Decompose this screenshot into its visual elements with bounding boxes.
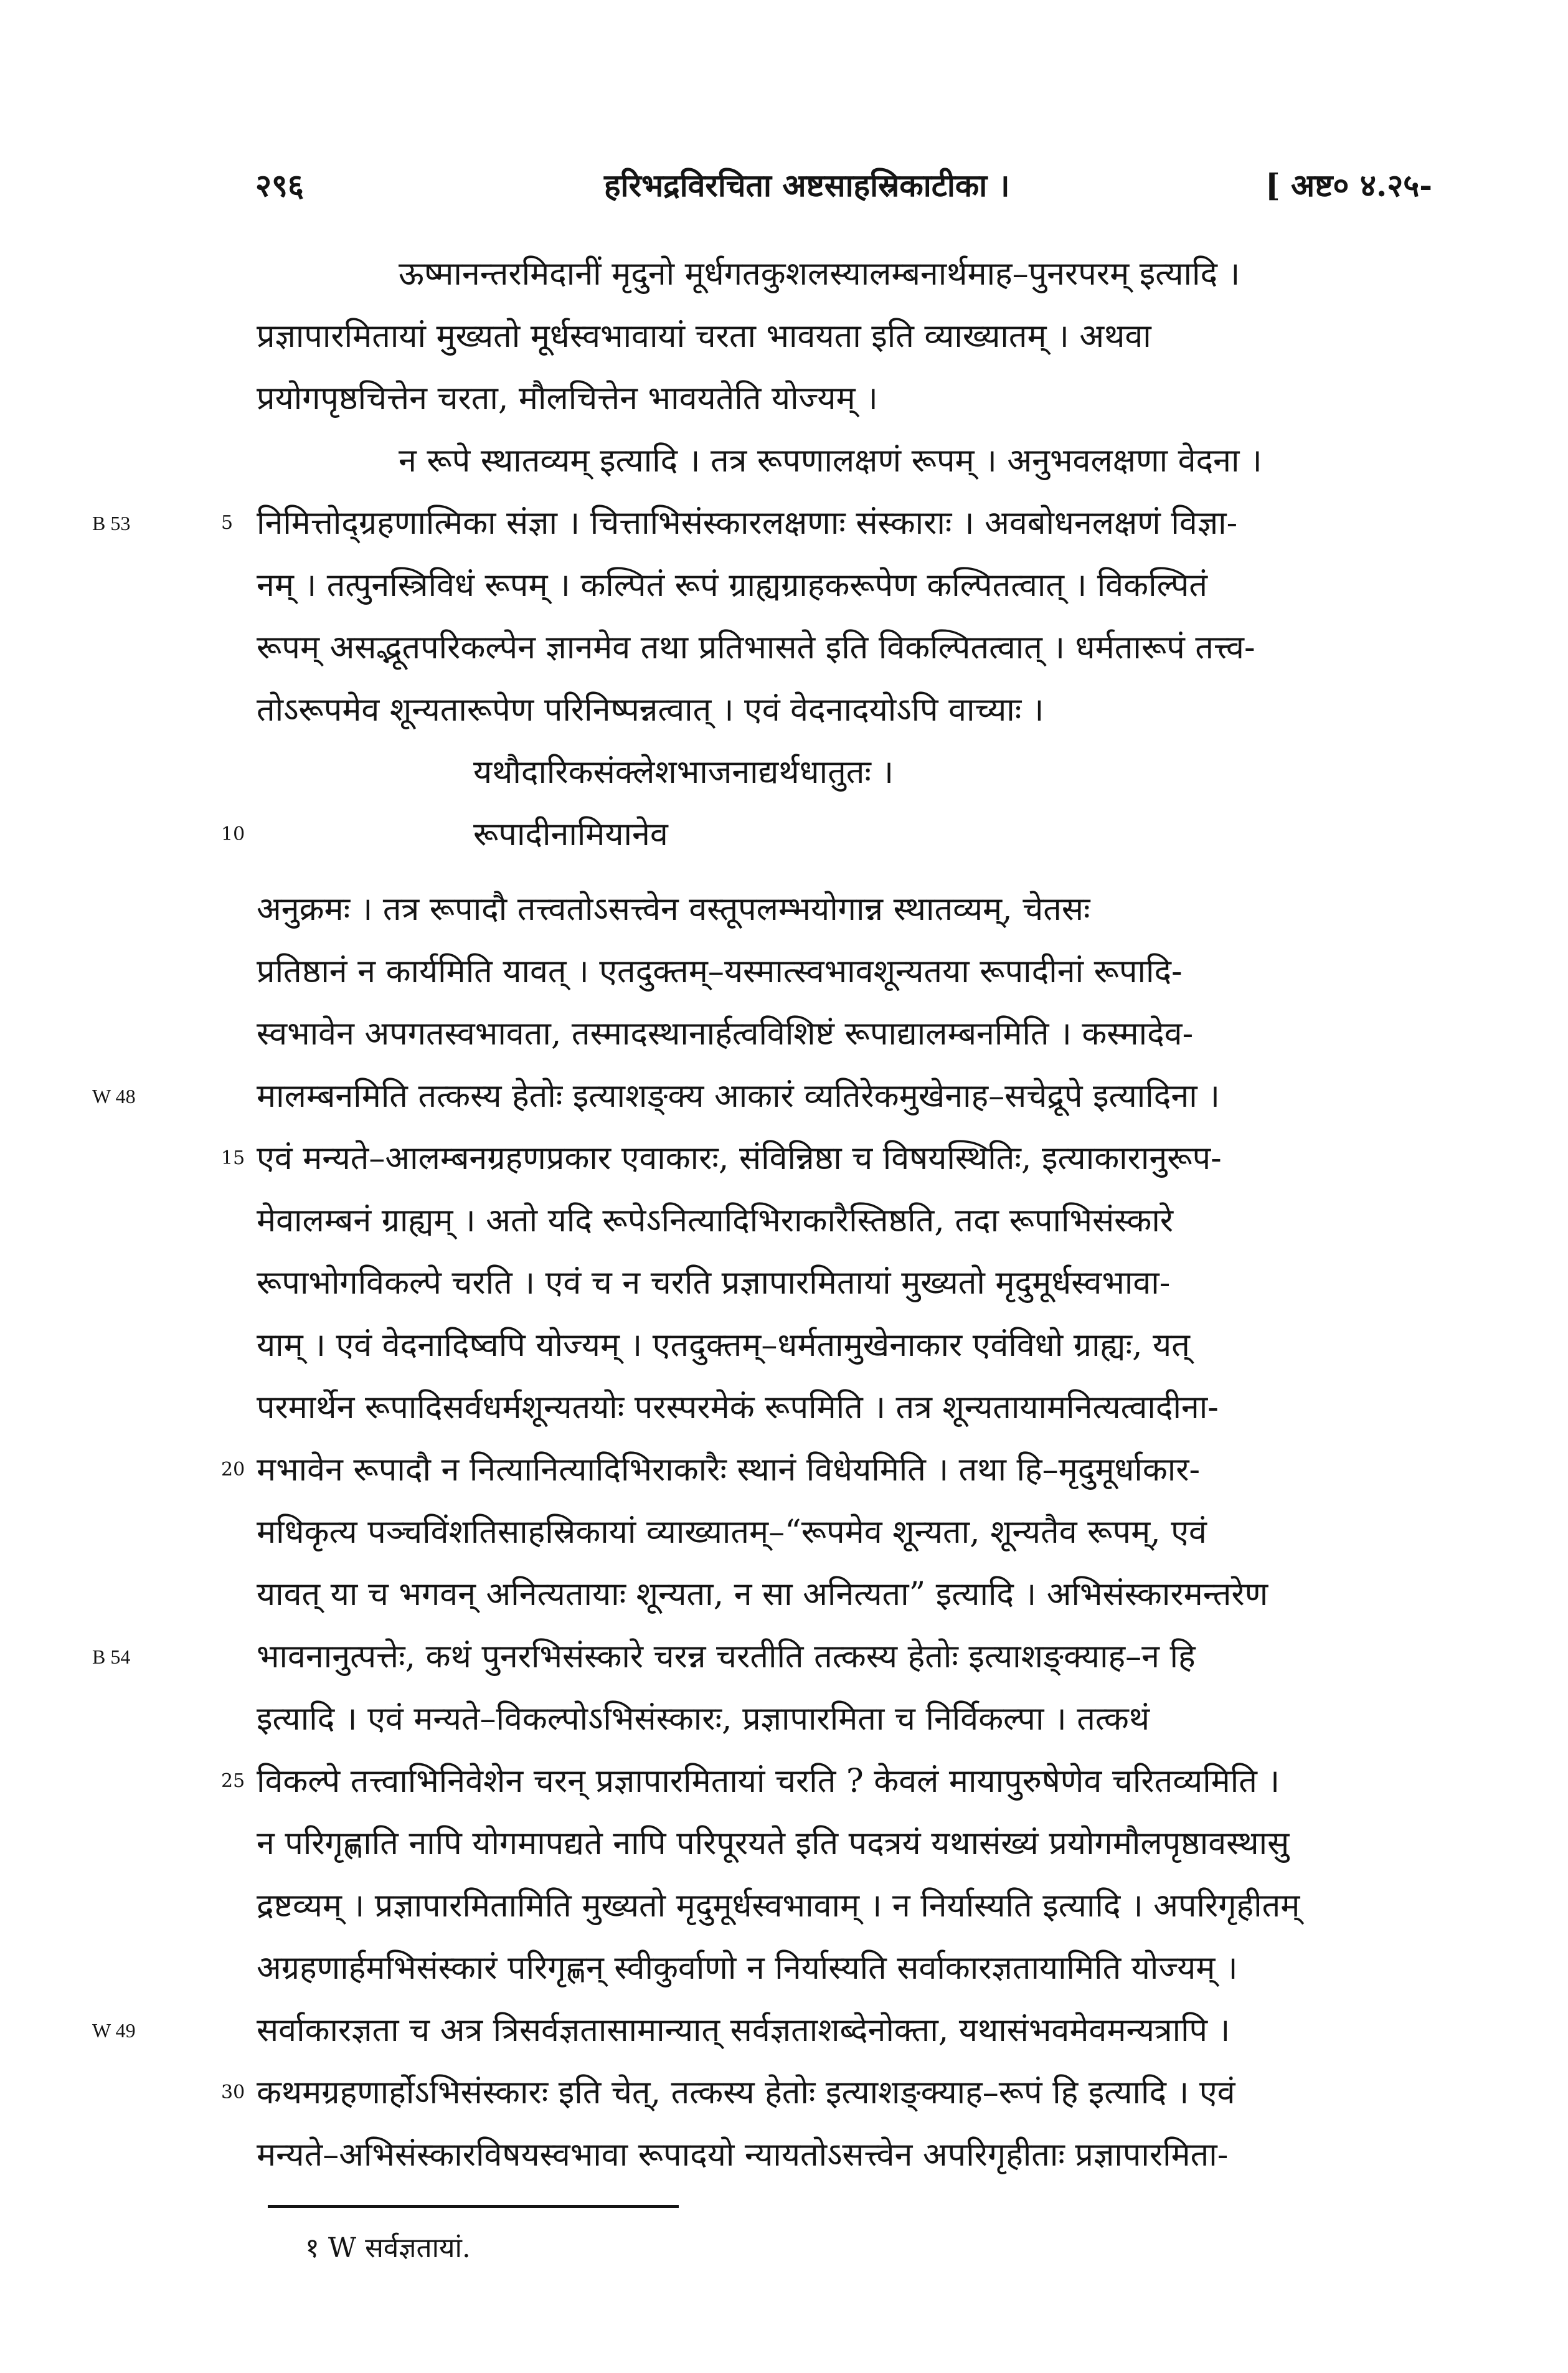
text-line: मालम्बनमिति तत्कस्य हेतोः इत्याशङ्क्य आकारं व्यतिरेकमुखेनाह–सचेद्रूपे इत्यादिना । (257, 1078, 1220, 1115)
margin-reference: W 49 (92, 2019, 136, 2042)
text-line: अग्रहणार्हमभिसंस्कारं परिगृह्णन् स्वीकुर्वाणो न निर्यास्यति सर्वाकारज्ञतायामिति योज्यम् । (257, 1949, 1238, 1987)
line-number: 25 (221, 1770, 245, 1792)
text-line: द्रष्टव्यम् । प्रज्ञापारमितामिति मुख्यतो मृदुमूर्धस्वभावाम् । न निर्यास्यति इत्यादि । अपरिगृहीतम् (257, 1887, 1300, 1925)
text-line: परमार्थेन रूपादिसर्वधर्मशून्यतयोः परस्परमेकं रूपमिति । तत्र शून्यतायामनित्यत्वादीना- (257, 1389, 1219, 1426)
running-header (255, 163, 1432, 213)
section-reference: [ अष्ट० ४.२५- (1265, 167, 1432, 204)
line-number: 20 (221, 1459, 245, 1480)
text-line: न परिगृह्णाति नापि योगमापद्यते नापि परिपूरयते इति पदत्रयं यथासंख्यं प्रयोगमौलपृष्ठावस्थासु (257, 1825, 1290, 1862)
line-number: 30 (221, 2082, 245, 2103)
verse-line: यथौदारिकसंक्लेशभाजनाद्यर्थधातुतः । (473, 754, 894, 791)
text-line: रूपाभोगविकल्पे चरति । एवं च न चरति प्रज्ञापारमितायां मुख्यतो मृदुमूर्धस्वभावा- (257, 1264, 1171, 1302)
text-line: यावत् या च भगवन् अनित्यतायाः शून्यता, न सा अनित्यता” इत्यादि । अभिसंस्कारमन्तरेण (257, 1576, 1268, 1613)
text-line: अनुक्रमः । तत्र रूपादौ तत्त्वतोऽसत्त्वेन वस्तूपलम्भयोगान्न स्थातव्यम्, चेतसः (257, 891, 1090, 928)
text-line: तोऽरूपमेव शून्यतारूपेण परिनिष्पन्नत्वात् । एवं वेदनादयोऽपि वाच्याः । (257, 691, 1044, 729)
text-line: सर्वाकारज्ञता च अत्र त्रिसर्वज्ञतासामान्यात् सर्वज्ञताशब्देनोक्ता, यथासंभवमेवमन्यत्रापि । (257, 2012, 1230, 2049)
running-title: हरिभद्रविरचिता अष्टसाहस्रिकाटीका । (604, 167, 1010, 204)
text-line: प्रयोगपृष्ठचित्तेन चरता, मौलचित्तेन भावयतेति योज्यम् । (257, 380, 878, 417)
text-line: ऊष्मानन्तरमिदानीं मृदुनो मूर्धगतकुशलस्यालम्बनार्थमाह–पुनरपरम् इत्यादि । (399, 255, 1240, 293)
text-line: मभावेन रूपादौ न नित्यानित्यादिभिराकारैः स्थानं विधेयमिति । तथा हि–मृदुमूर्धाकार- (257, 1451, 1201, 1489)
page-number: २९६ (255, 167, 304, 204)
text-line: प्रतिष्ठानं न कार्यमिति यावत् । एतदुक्तम्–यस्मात्स्वभावशून्यतया रूपादीनां रूपादि- (257, 953, 1183, 990)
footnote-divider (268, 2205, 679, 2208)
footnote: १ W सर्वज्ञतायां. (305, 2232, 471, 2264)
text-line: न रूपे स्थातव्यम् इत्यादि । तत्र रूपणालक्षणं रूपम् । अनुभवलक्षणा वेदना । (399, 442, 1262, 480)
margin-reference: W 48 (92, 1085, 136, 1107)
text-line: भावनानुत्पत्तेः, कथं पुनरभिसंस्कारे चरन्न चरतीति तत्कस्य हेतोः इत्याशङ्क्याह–न हि (257, 1638, 1196, 1675)
line-number: 15 (221, 1147, 245, 1169)
line-number: 5 (221, 512, 234, 534)
text-line: एवं मन्यते–आलम्बनग्रहणप्रकार एवाकारः, संविन्निष्ठा च विषयस्थितिः, इत्याकारानुरूप- (257, 1140, 1222, 1177)
margin-reference: B 53 (92, 512, 131, 534)
text-line: प्रज्ञापारमितायां मुख्यतो मूर्धस्वभावायां चरता भावयता इति व्याख्यातम् । अथवा (257, 318, 1151, 355)
text-line: रूपम् असद्भूतपरिकल्पेन ज्ञानमेव तथा प्रतिभासते इति विकल्पितत्वात् । धर्मतारूपं तत्त्व- (257, 629, 1255, 666)
text-line: याम् । एवं वेदनादिष्वपि योज्यम् । एतदुक्तम्–धर्मतामुखेनाकार एवंविधो ग्राह्यः, यत् (257, 1327, 1190, 1364)
verse-line: रूपादीनामियानेव (473, 816, 668, 853)
text-line: मधिकृत्य पञ्चविंशतिसाहस्रिकायां व्याख्यातम्–“रूपमेव शून्यता, शून्यतैव रूपम्, एवं (257, 1513, 1207, 1551)
text-line: कथमग्रहणार्होऽभिसंस्कारः इति चेत्, तत्कस्य हेतोः इत्याशङ्क्याह–रूपं हि इत्यादि । एवं (257, 2074, 1235, 2111)
text-line: इत्यादि । एवं मन्यते–विकल्पोऽभिसंस्कारः, प्रज्ञापारमिता च निर्विकल्पा । तत्कथं (257, 1700, 1150, 1738)
line-number: 10 (221, 823, 245, 845)
text-line: मेवालम्बनं ग्राह्यम् । अतो यदि रूपेऽनित्यादिभिराकारैस्तिष्ठति, तदा रूपाभिसंस्कारे (257, 1202, 1174, 1239)
margin-reference: B 54 (92, 1646, 131, 1668)
text-line: विकल्पे तत्त्वाभिनिवेशेन चरन् प्रज्ञापारमितायां चरति ? केवलं मायापुरुषेणेव चरितव्यमिति । (257, 1763, 1280, 1800)
text-line: स्वभावेन अपगतस्वभावता, तस्मादस्थानार्हत्वविशिष्टं रूपाद्यालम्बनमिति । कस्मादेव- (257, 1015, 1194, 1053)
text-line: मन्यते–अभिसंस्कारविषयस्वभावा रूपादयो न्यायतोऽसत्त्वेन अपरिगृहीताः प्रज्ञापारमिता- (257, 2136, 1229, 2174)
text-line: निमित्तोद्ग्रहणात्मिका संज्ञा । चित्ताभिसंस्कारलक्षणाः संस्काराः । अवबोधनलक्षणं विज्ञा- (257, 504, 1238, 542)
text-line: नम् । तत्पुनस्त्रिविधं रूपम् । कल्पितं रूपं ग्राह्यग्राहकरूपेण कल्पितत्वात् । विकल्पितं (257, 567, 1208, 604)
